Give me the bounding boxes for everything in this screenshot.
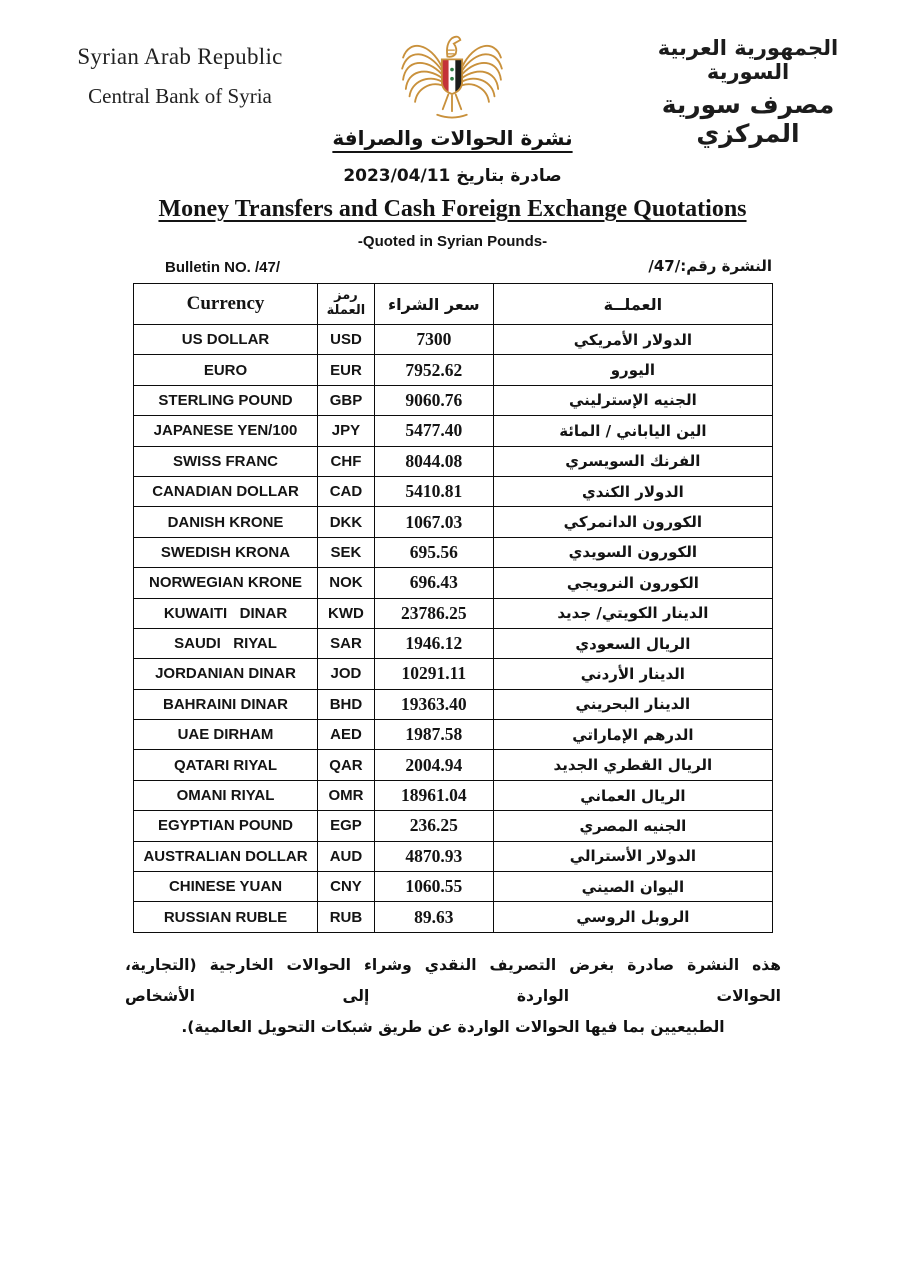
currency-name-ar: الدولار الأسترالي bbox=[493, 841, 772, 871]
buy-rate-value: 9060.76 bbox=[374, 385, 493, 415]
column-header-currency-ar: العملــة bbox=[493, 284, 772, 325]
currency-code: CHF bbox=[318, 446, 375, 476]
buy-rate-value: 696.43 bbox=[374, 568, 493, 598]
currency-name-en: DANISH KRONE bbox=[134, 507, 318, 537]
buy-rate-value: 2004.94 bbox=[374, 750, 493, 780]
footer-note bbox=[125, 950, 781, 1043]
currency-name-ar: اليورو bbox=[493, 355, 772, 385]
org-name-english bbox=[58, 44, 302, 109]
footer-note-line2: الطبيعيين بما فيها الحوالات الواردة عن طريق شبكات التحويل العالمية). bbox=[181, 1018, 725, 1036]
bulletin-title-arabic: نشرة الحوالات والصرافة bbox=[332, 126, 573, 150]
currency-name-ar: الدينار الكويتي/ جديد bbox=[493, 598, 772, 628]
currency-name-ar: الدينار البحريني bbox=[493, 689, 772, 719]
table-row bbox=[134, 811, 773, 841]
exchange-rates-table bbox=[133, 283, 773, 933]
currency-code: OMR bbox=[318, 780, 375, 810]
buy-rate-value: 7300 bbox=[374, 325, 493, 355]
buy-rate-value: 5410.81 bbox=[374, 476, 493, 506]
table-row bbox=[134, 355, 773, 385]
table-body bbox=[134, 325, 773, 933]
footer-note-line1: هذه النشرة صادرة بغرض التصريف النقدي وشراء الحوالات الخارجية (التجارية، الحوالات الواردة إلى الأشخاص bbox=[125, 956, 781, 1005]
currency-name-en: KUWAITI DINAR bbox=[134, 598, 318, 628]
currency-name-en: BAHRAINI DINAR bbox=[134, 689, 318, 719]
table-row bbox=[134, 598, 773, 628]
buy-rate-value: 695.56 bbox=[374, 537, 493, 567]
issue-date-arabic: صادرة بتاريخ 2023/04/11 bbox=[343, 166, 562, 186]
currency-name-en: SWEDISH KRONA bbox=[134, 537, 318, 567]
currency-name-en: US DOLLAR bbox=[134, 325, 318, 355]
buy-rate-value: 19363.40 bbox=[374, 689, 493, 719]
buy-rate-value: 1067.03 bbox=[374, 507, 493, 537]
currency-name-ar: الكورون الدانمركي bbox=[493, 507, 772, 537]
currency-code: EGP bbox=[318, 811, 375, 841]
buy-rate-value: 7952.62 bbox=[374, 355, 493, 385]
table-row bbox=[134, 659, 773, 689]
currency-name-en: UAE DIRHAM bbox=[134, 720, 318, 750]
currency-name-ar: الكورون السويدي bbox=[493, 537, 772, 567]
currency-name-en: SWISS FRANC bbox=[134, 446, 318, 476]
buy-rate-value: 1946.12 bbox=[374, 628, 493, 658]
table-row bbox=[134, 720, 773, 750]
buy-rate-value: 4870.93 bbox=[374, 841, 493, 871]
buy-rate-value: 18961.04 bbox=[374, 780, 493, 810]
currency-name-ar: الريال القطري الجديد bbox=[493, 750, 772, 780]
bulletin-number-english: Bulletin NO. /47/ bbox=[165, 259, 281, 276]
currency-name-ar: الروبل الروسي bbox=[493, 902, 772, 932]
currency-name-ar: الريال العماني bbox=[493, 780, 772, 810]
column-header-buy-rate-ar: سعر الشراء bbox=[374, 284, 493, 325]
currency-code: CAD bbox=[318, 476, 375, 506]
currency-code: GBP bbox=[318, 385, 375, 415]
table-row bbox=[134, 325, 773, 355]
currency-code: USD bbox=[318, 325, 375, 355]
currency-name-ar: الكورون النرويجي bbox=[493, 568, 772, 598]
currency-code: SAR bbox=[318, 628, 375, 658]
currency-name-ar: الدينار الأردني bbox=[493, 659, 772, 689]
table-row bbox=[134, 507, 773, 537]
currency-code: EUR bbox=[318, 355, 375, 385]
table-row bbox=[134, 446, 773, 476]
currency-name-ar: الجنيه الإسترليني bbox=[493, 385, 772, 415]
currency-name-ar: الدرهم الإماراتي bbox=[493, 720, 772, 750]
currency-code: CNY bbox=[318, 872, 375, 902]
table-row bbox=[134, 902, 773, 932]
table-row bbox=[134, 385, 773, 415]
table-row bbox=[134, 568, 773, 598]
org-bank-ar: مصرف سورية المركزي bbox=[661, 90, 835, 148]
currency-name-en: RUSSIAN RUBLE bbox=[134, 902, 318, 932]
currency-name-en: SAUDI RIYAL bbox=[134, 628, 318, 658]
currency-name-en: STERLING POUND bbox=[134, 385, 318, 415]
table-row bbox=[134, 537, 773, 567]
currency-code: JOD bbox=[318, 659, 375, 689]
table-row bbox=[134, 841, 773, 871]
bulletin-number-arabic: النشرة رقم:/47/ bbox=[648, 257, 772, 275]
currency-code: DKK bbox=[318, 507, 375, 537]
currency-name-ar: الدولار الأمريكي bbox=[493, 325, 772, 355]
currency-code: SEK bbox=[318, 537, 375, 567]
org-country-en: Syrian Arab Republic bbox=[77, 44, 283, 69]
currency-name-en: JORDANIAN DINAR bbox=[134, 659, 318, 689]
table-row bbox=[134, 780, 773, 810]
buy-rate-value: 10291.11 bbox=[374, 659, 493, 689]
table-header-row bbox=[134, 284, 773, 325]
table-row bbox=[134, 750, 773, 780]
table-row bbox=[134, 476, 773, 506]
currency-name-en: NORWEGIAN KRONE bbox=[134, 568, 318, 598]
table-row bbox=[134, 628, 773, 658]
table-row bbox=[134, 416, 773, 446]
currency-name-ar: الريال السعودي bbox=[493, 628, 772, 658]
column-header-code-ar: رمز العملة bbox=[318, 284, 375, 325]
currency-name-ar: الفرنك السويسري bbox=[493, 446, 772, 476]
currency-name-en: CHINESE YUAN bbox=[134, 872, 318, 902]
currency-code: KWD bbox=[318, 598, 375, 628]
currency-name-ar: الين الياباني / المائة bbox=[493, 416, 772, 446]
syrian-eagle-emblem-icon bbox=[396, 28, 508, 124]
currency-name-en: OMANI RIYAL bbox=[134, 780, 318, 810]
currency-code: JPY bbox=[318, 416, 375, 446]
org-bank-en: Central Bank of Syria bbox=[88, 84, 272, 108]
org-country-ar: الجمهورية العربية السورية bbox=[657, 36, 839, 84]
buy-rate-value: 5477.40 bbox=[374, 416, 493, 446]
bulletin-title-english: Money Transfers and Cash Foreign Exchange Quotations bbox=[158, 196, 747, 222]
column-header-currency-en: Currency bbox=[134, 284, 318, 325]
currency-code: QAR bbox=[318, 750, 375, 780]
buy-rate-value: 89.63 bbox=[374, 902, 493, 932]
table-header bbox=[134, 284, 773, 325]
buy-rate-value: 23786.25 bbox=[374, 598, 493, 628]
currency-code: AUD bbox=[318, 841, 375, 871]
currency-name-en: AUSTRALIAN DOLLAR bbox=[134, 841, 318, 871]
buy-rate-value: 1060.55 bbox=[374, 872, 493, 902]
currency-code: RUB bbox=[318, 902, 375, 932]
currency-code: BHD bbox=[318, 689, 375, 719]
buy-rate-value: 236.25 bbox=[374, 811, 493, 841]
table-row bbox=[134, 689, 773, 719]
currency-name-en: EURO bbox=[134, 355, 318, 385]
currency-name-en: JAPANESE YEN/100 bbox=[134, 416, 318, 446]
currency-code: AED bbox=[318, 720, 375, 750]
currency-name-ar: الجنيه المصري bbox=[493, 811, 772, 841]
currency-name-ar: الدولار الكندي bbox=[493, 476, 772, 506]
buy-rate-value: 8044.08 bbox=[374, 446, 493, 476]
buy-rate-value: 1987.58 bbox=[374, 720, 493, 750]
currency-name-en: QATARI RIYAL bbox=[134, 750, 318, 780]
quoted-in-subtitle: -Quoted in Syrian Pounds- bbox=[357, 233, 548, 250]
currency-name-en: EGYPTIAN POUND bbox=[134, 811, 318, 841]
currency-code: NOK bbox=[318, 568, 375, 598]
table-row bbox=[134, 872, 773, 902]
currency-name-ar: اليوان الصيني bbox=[493, 872, 772, 902]
currency-name-en: CANADIAN DOLLAR bbox=[134, 476, 318, 506]
